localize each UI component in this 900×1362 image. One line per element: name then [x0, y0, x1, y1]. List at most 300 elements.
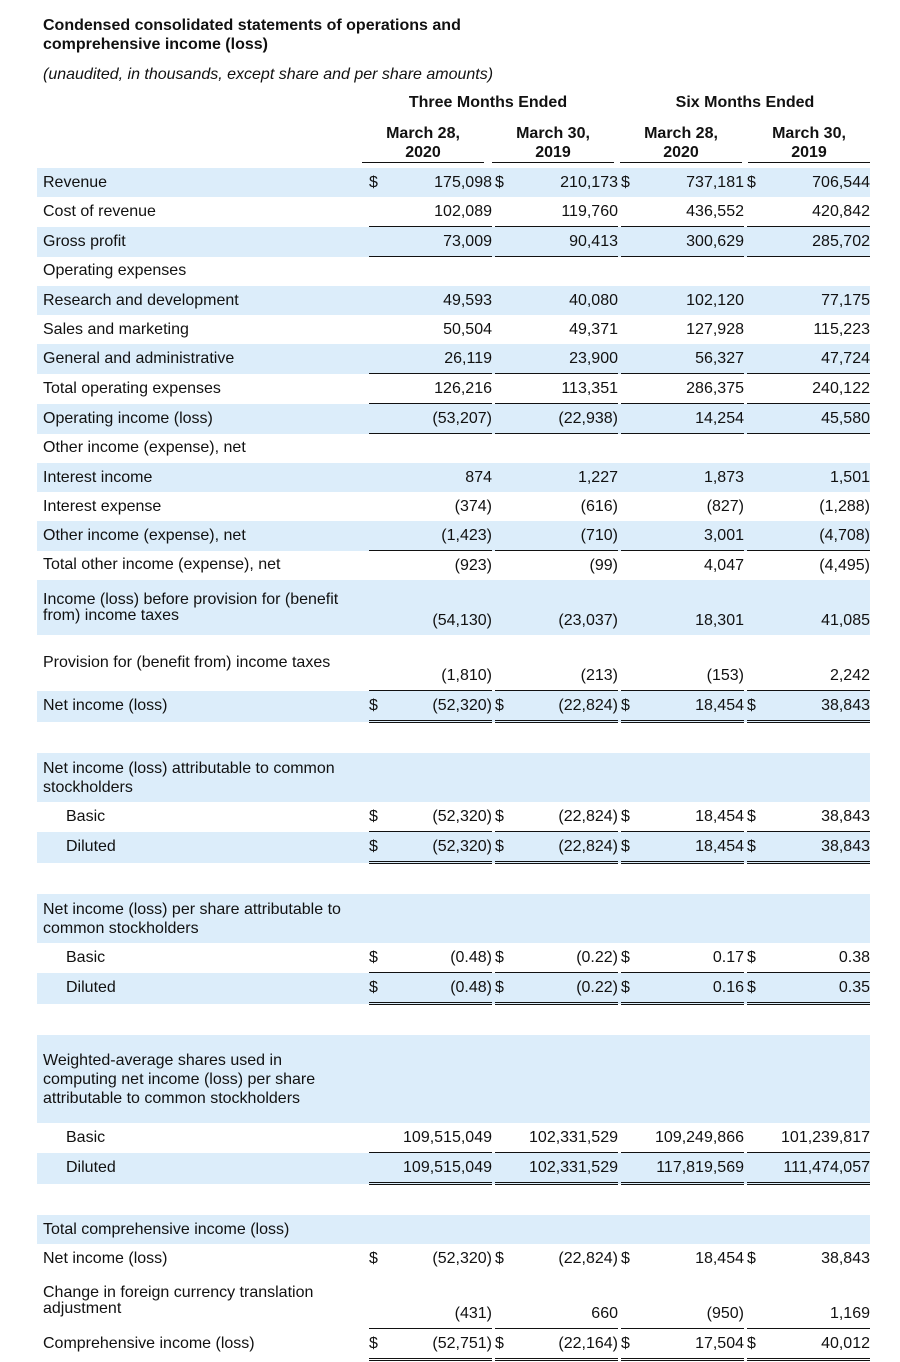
value-cell: 1,227	[515, 463, 618, 492]
currency-symbol: $	[495, 832, 515, 863]
table-row	[37, 168, 870, 197]
value-cell: 17,504	[641, 1329, 744, 1360]
value-cell: (0.48)	[389, 973, 492, 1004]
currency-symbol	[747, 286, 767, 315]
value-cell: (1,810)	[441, 667, 492, 684]
value-cell: (0.48)	[450, 948, 492, 966]
currency-symbol	[369, 521, 389, 551]
three-months-header: Three Months Ended	[408, 94, 568, 111]
value-cell	[515, 257, 618, 287]
currency-symbol	[495, 521, 515, 551]
section-header-filler	[366, 753, 870, 802]
table-row	[37, 1273, 870, 1329]
currency-symbol	[369, 580, 389, 635]
row-label: Total operating expenses	[43, 379, 221, 397]
currency-symbol	[369, 492, 389, 521]
currency-symbol: $	[369, 832, 389, 863]
currency-symbol: $	[621, 1329, 641, 1360]
column-header	[492, 124, 614, 163]
value-cell: 3,001	[641, 521, 744, 551]
six-months-header: Six Months Ended	[675, 94, 815, 111]
currency-symbol	[495, 404, 515, 434]
currency-symbol	[369, 1123, 389, 1153]
column-header-line2: 2019	[791, 144, 827, 161]
column-header-line1: March 30,	[516, 125, 590, 142]
table-row	[37, 832, 870, 863]
value-cell: (923)	[389, 551, 492, 581]
value-cell: 2,242	[829, 667, 870, 684]
statement-subtitle: (unaudited, in thousands, except share and per share amounts)	[43, 66, 494, 83]
currency-symbol: $	[621, 1249, 630, 1267]
currency-symbol: $	[621, 691, 641, 722]
value-cell: 73,009	[389, 227, 492, 257]
value-cell	[515, 434, 618, 464]
value-cell: 56,327	[641, 344, 744, 374]
statement-table	[37, 168, 870, 1361]
row-label: Operating expenses	[43, 262, 187, 280]
currency-symbol	[369, 1153, 389, 1184]
row-label: Provision for (benefit from) income taxes	[43, 653, 331, 671]
value-cell: 109,515,049	[403, 1128, 492, 1146]
currency-symbol	[621, 492, 641, 521]
currency-symbol	[369, 197, 389, 227]
currency-symbol	[621, 635, 641, 691]
currency-symbol	[495, 374, 515, 404]
currency-symbol	[747, 463, 767, 492]
table-row	[37, 463, 870, 492]
currency-symbol	[495, 227, 515, 257]
currency-symbol	[495, 197, 515, 227]
currency-symbol: $	[621, 807, 630, 825]
row-label: Operating income (loss)	[37, 404, 366, 434]
currency-symbol	[747, 344, 767, 374]
value-cell: 436,552	[686, 202, 744, 220]
spacer-row	[37, 863, 870, 895]
currency-symbol: $	[369, 973, 389, 1004]
currency-symbol: $	[495, 973, 515, 1004]
currency-symbol	[621, 521, 641, 551]
value-cell: (53,207)	[389, 404, 492, 434]
currency-symbol	[495, 463, 515, 492]
currency-symbol	[747, 374, 767, 404]
table-row	[37, 227, 870, 257]
value-cell: (710)	[515, 521, 618, 551]
currency-symbol	[747, 1273, 767, 1329]
currency-symbol	[621, 1273, 641, 1329]
row-label: Other income (expense), net	[37, 521, 366, 551]
section-header-filler	[366, 894, 870, 943]
currency-symbol: $	[747, 948, 756, 966]
value-cell: 47,724	[767, 344, 870, 374]
row-label: Cost of revenue	[43, 202, 156, 220]
currency-symbol	[369, 404, 389, 434]
currency-symbol	[621, 257, 641, 287]
currency-symbol	[495, 315, 515, 344]
row-label: Gross profit	[37, 227, 366, 257]
currency-symbol	[369, 257, 389, 287]
value-cell: (374)	[454, 497, 492, 515]
table-row	[37, 434, 870, 464]
value-cell: (4,495)	[767, 551, 870, 581]
table-row	[37, 521, 870, 551]
section-header-row	[37, 1215, 870, 1244]
value-cell: 115,223	[813, 320, 870, 338]
value-cell: (22,164)	[515, 1329, 618, 1360]
value-cell: 102,089	[434, 202, 492, 220]
currency-symbol	[369, 374, 389, 404]
table-row	[37, 344, 870, 374]
currency-symbol: $	[495, 691, 515, 722]
value-cell: 38,843	[821, 1249, 870, 1267]
value-cell: 102,331,529	[529, 1128, 618, 1146]
value-cell: (213)	[580, 667, 618, 684]
value-cell: 102,331,529	[515, 1153, 618, 1184]
currency-symbol	[369, 286, 389, 315]
currency-symbol	[747, 197, 767, 227]
column-header-line2: 2019	[535, 144, 571, 161]
value-cell	[767, 434, 870, 464]
currency-symbol	[621, 286, 641, 315]
table-row	[37, 374, 870, 404]
currency-symbol	[495, 434, 515, 464]
currency-symbol: $	[747, 1329, 767, 1360]
currency-symbol	[495, 580, 515, 635]
table-row	[37, 286, 870, 315]
column-header-line1: March 28,	[386, 125, 460, 142]
value-cell: (827)	[706, 497, 744, 515]
value-cell	[389, 257, 492, 287]
table-row	[37, 492, 870, 521]
value-cell: 113,351	[515, 374, 618, 404]
value-cell: 706,544	[767, 168, 870, 197]
currency-symbol	[369, 551, 389, 581]
section-header-row	[37, 753, 870, 802]
section-header	[37, 894, 366, 943]
value-cell: 49,371	[569, 320, 618, 338]
currency-symbol	[621, 315, 641, 344]
value-cell: 300,629	[641, 227, 744, 257]
value-cell: 737,181	[641, 168, 744, 197]
value-cell: (99)	[515, 551, 618, 581]
spacer-cell	[37, 863, 870, 895]
currency-symbol	[495, 344, 515, 374]
value-cell: 127,928	[686, 320, 744, 338]
section-header-filler	[366, 1035, 870, 1123]
value-cell: 38,843	[821, 807, 870, 825]
spacer-cell	[37, 1184, 870, 1216]
currency-symbol	[369, 1273, 389, 1329]
currency-symbol	[621, 344, 641, 374]
currency-symbol: $	[747, 168, 767, 197]
currency-symbol: $	[369, 1249, 378, 1267]
currency-symbol	[747, 1153, 767, 1184]
value-cell: (52,751)	[389, 1329, 492, 1360]
currency-symbol	[495, 286, 515, 315]
value-cell: 286,375	[641, 374, 744, 404]
value-cell: 26,119	[389, 344, 492, 374]
row-label: Total other income (expense), net	[43, 556, 281, 574]
row-label: Other income (expense), net	[43, 439, 246, 457]
value-cell: 0.17	[712, 948, 744, 966]
currency-symbol: $	[747, 832, 767, 863]
table-row	[37, 1329, 870, 1360]
row-label: Diluted	[37, 1153, 366, 1184]
row-label: Basic	[66, 948, 106, 966]
value-cell: 240,122	[767, 374, 870, 404]
currency-symbol	[747, 315, 767, 344]
currency-symbol: $	[495, 948, 504, 966]
table-row	[37, 197, 870, 227]
value-cell: 175,098	[389, 168, 492, 197]
column-header-line1: March 30,	[772, 125, 846, 142]
value-cell: 18,454	[695, 807, 744, 825]
column-header	[362, 124, 484, 163]
value-cell: (153)	[706, 667, 744, 684]
currency-symbol	[621, 197, 641, 227]
value-cell: 126,216	[389, 374, 492, 404]
currency-symbol: $	[621, 973, 641, 1004]
column-header-line2: 2020	[663, 144, 699, 161]
currency-symbol: $	[369, 807, 378, 825]
currency-symbol	[621, 580, 641, 635]
value-cell: 23,900	[515, 344, 618, 374]
row-label: Revenue	[37, 168, 366, 197]
row-label: Basic	[66, 807, 106, 825]
value-cell: 41,085	[767, 580, 870, 635]
value-cell: (22,824)	[558, 807, 618, 825]
column-header-line1: March 28,	[644, 125, 718, 142]
value-cell: (54,130)	[389, 580, 492, 635]
currency-symbol	[369, 463, 389, 492]
currency-symbol: $	[621, 168, 641, 197]
currency-symbol	[369, 344, 389, 374]
row-label: Comprehensive income (loss)	[43, 1335, 255, 1352]
row-label: Interest expense	[43, 497, 162, 515]
value-cell: (4,708)	[767, 521, 870, 551]
value-cell: 45,580	[767, 404, 870, 434]
currency-symbol	[495, 257, 515, 287]
value-cell	[641, 434, 744, 464]
currency-symbol: $	[747, 1249, 756, 1267]
currency-symbol	[747, 580, 767, 635]
value-cell	[767, 257, 870, 287]
currency-symbol: $	[621, 948, 630, 966]
value-cell: (22,824)	[515, 832, 618, 863]
currency-symbol	[621, 227, 641, 257]
spacer-row	[37, 722, 870, 754]
value-cell: (22,824)	[558, 1249, 618, 1267]
value-cell: (1,288)	[819, 497, 870, 515]
value-cell: 102,120	[641, 286, 744, 315]
value-cell: 285,702	[767, 227, 870, 257]
value-cell: (616)	[580, 497, 618, 515]
table-row	[37, 973, 870, 1004]
value-cell: 420,842	[812, 202, 870, 220]
column-header	[748, 124, 870, 163]
value-cell: 1,169	[829, 1305, 870, 1322]
row-label: Sales and marketing	[43, 320, 189, 338]
table-row	[37, 943, 870, 973]
section-header-text: Weighted-average shares used in computing net income (loss) per share attributable to common stockholders	[43, 1051, 316, 1107]
table-row	[37, 551, 870, 581]
column-header-line2: 2020	[405, 144, 441, 161]
value-cell: 4,047	[641, 551, 744, 581]
currency-symbol	[747, 521, 767, 551]
value-cell: (1,423)	[389, 521, 492, 551]
value-cell: (22,938)	[515, 404, 618, 434]
value-cell	[389, 434, 492, 464]
currency-symbol: $	[747, 807, 756, 825]
value-cell: (950)	[706, 1305, 744, 1322]
value-cell: 77,175	[767, 286, 870, 315]
row-label: Diluted	[37, 973, 366, 1004]
section-header	[37, 753, 366, 802]
value-cell: (22,824)	[515, 691, 618, 722]
value-cell: 38,843	[767, 832, 870, 863]
currency-symbol: $	[495, 1329, 515, 1360]
table-row	[37, 315, 870, 344]
column-header	[620, 124, 742, 163]
value-cell: 0.38	[838, 948, 870, 966]
row-label: Diluted	[37, 832, 366, 863]
currency-symbol	[747, 257, 767, 287]
currency-symbol: $	[369, 691, 389, 722]
section-header-text: Total comprehensive income (loss)	[43, 1221, 290, 1238]
currency-symbol: $	[369, 948, 378, 966]
value-cell	[641, 257, 744, 287]
spacer-cell	[37, 1004, 870, 1036]
value-cell: (431)	[454, 1305, 492, 1322]
value-cell: 660	[591, 1305, 618, 1322]
currency-symbol	[495, 1153, 515, 1184]
value-cell: 1,501	[767, 463, 870, 492]
section-header	[37, 1035, 366, 1123]
section-header-row	[37, 1035, 870, 1123]
currency-symbol	[369, 227, 389, 257]
table-row	[37, 691, 870, 722]
currency-symbol	[747, 434, 767, 464]
value-cell: (52,320)	[389, 691, 492, 722]
value-cell: (52,320)	[432, 807, 492, 825]
table-row	[37, 1153, 870, 1184]
value-cell: 18,454	[695, 1249, 744, 1267]
row-label: Income (loss) before provision for (benefit from) income taxes	[37, 580, 366, 635]
value-cell: 18,454	[641, 832, 744, 863]
section-header-row	[37, 894, 870, 943]
currency-symbol: $	[747, 691, 767, 722]
value-cell: 40,012	[767, 1329, 870, 1360]
currency-symbol	[747, 404, 767, 434]
value-cell: 119,760	[561, 202, 618, 220]
currency-symbol	[369, 434, 389, 464]
value-cell: (23,037)	[515, 580, 618, 635]
table-row	[37, 1123, 870, 1153]
currency-symbol	[747, 227, 767, 257]
currency-symbol	[369, 635, 389, 691]
currency-symbol: $	[495, 168, 515, 197]
currency-symbol: $	[747, 973, 767, 1004]
currency-symbol: $	[369, 168, 389, 197]
table-row	[37, 1244, 870, 1273]
table-row	[37, 257, 870, 287]
row-label: Net income (loss)	[37, 691, 366, 722]
value-cell: 14,254	[641, 404, 744, 434]
currency-symbol	[621, 404, 641, 434]
value-cell: 18,454	[641, 691, 744, 722]
currency-symbol	[621, 463, 641, 492]
currency-symbol	[495, 635, 515, 691]
value-cell: (0.22)	[515, 973, 618, 1004]
currency-symbol	[747, 635, 767, 691]
section-header-text: Net income (loss) attributable to common stockholders	[43, 759, 335, 796]
value-cell: 40,080	[515, 286, 618, 315]
value-cell: 0.16	[641, 973, 744, 1004]
table-row	[37, 404, 870, 434]
value-cell: 109,515,049	[389, 1153, 492, 1184]
value-cell: (0.22)	[576, 948, 618, 966]
currency-symbol	[495, 551, 515, 581]
currency-symbol	[369, 315, 389, 344]
spacer-cell	[37, 722, 870, 754]
currency-symbol	[747, 551, 767, 581]
value-cell: 38,843	[767, 691, 870, 722]
section-header-text: Net income (loss) per share attributable to common stockholders	[43, 900, 341, 937]
currency-symbol: $	[495, 807, 504, 825]
currency-symbol	[621, 434, 641, 464]
table-row	[37, 635, 870, 691]
row-label: Basic	[66, 1128, 106, 1146]
currency-symbol	[747, 492, 767, 521]
currency-symbol	[621, 1123, 641, 1153]
value-cell: 90,413	[515, 227, 618, 257]
section-header-filler	[366, 1215, 870, 1244]
row-label: Net income (loss)	[43, 1249, 168, 1267]
table-row	[37, 580, 870, 635]
currency-symbol: $	[495, 1249, 504, 1267]
row-label: Interest income	[37, 463, 366, 492]
currency-symbol	[747, 1123, 767, 1153]
currency-symbol	[495, 1273, 515, 1329]
currency-symbol: $	[621, 832, 641, 863]
currency-symbol	[621, 1153, 641, 1184]
value-cell: 101,239,817	[781, 1128, 870, 1146]
value-cell: 50,504	[443, 320, 492, 338]
currency-symbol: $	[369, 1329, 389, 1360]
value-cell: (52,320)	[432, 1249, 492, 1267]
value-cell: 49,593	[389, 286, 492, 315]
value-cell: 1,873	[641, 463, 744, 492]
spacer-row	[37, 1004, 870, 1036]
value-cell: (52,320)	[389, 832, 492, 863]
value-cell: 111,474,057	[767, 1153, 870, 1184]
row-label: Change in foreign currency translation adjustment	[43, 1283, 314, 1317]
spacer-row	[37, 1184, 870, 1216]
currency-symbol	[621, 374, 641, 404]
row-label: Research and development	[37, 286, 366, 315]
value-cell: 210,173	[515, 168, 618, 197]
value-cell: 18,301	[641, 580, 744, 635]
statement-title: Condensed consolidated statements of operations and comprehensive income (loss)	[43, 17, 461, 53]
table-row	[37, 802, 870, 832]
section-header	[37, 1215, 366, 1244]
currency-symbol	[495, 1123, 515, 1153]
currency-symbol	[495, 492, 515, 521]
value-cell: 0.35	[767, 973, 870, 1004]
currency-symbol	[621, 551, 641, 581]
row-label: General and administrative	[37, 344, 366, 374]
value-cell: 109,249,866	[655, 1128, 744, 1146]
value-cell: 117,819,569	[641, 1153, 744, 1184]
